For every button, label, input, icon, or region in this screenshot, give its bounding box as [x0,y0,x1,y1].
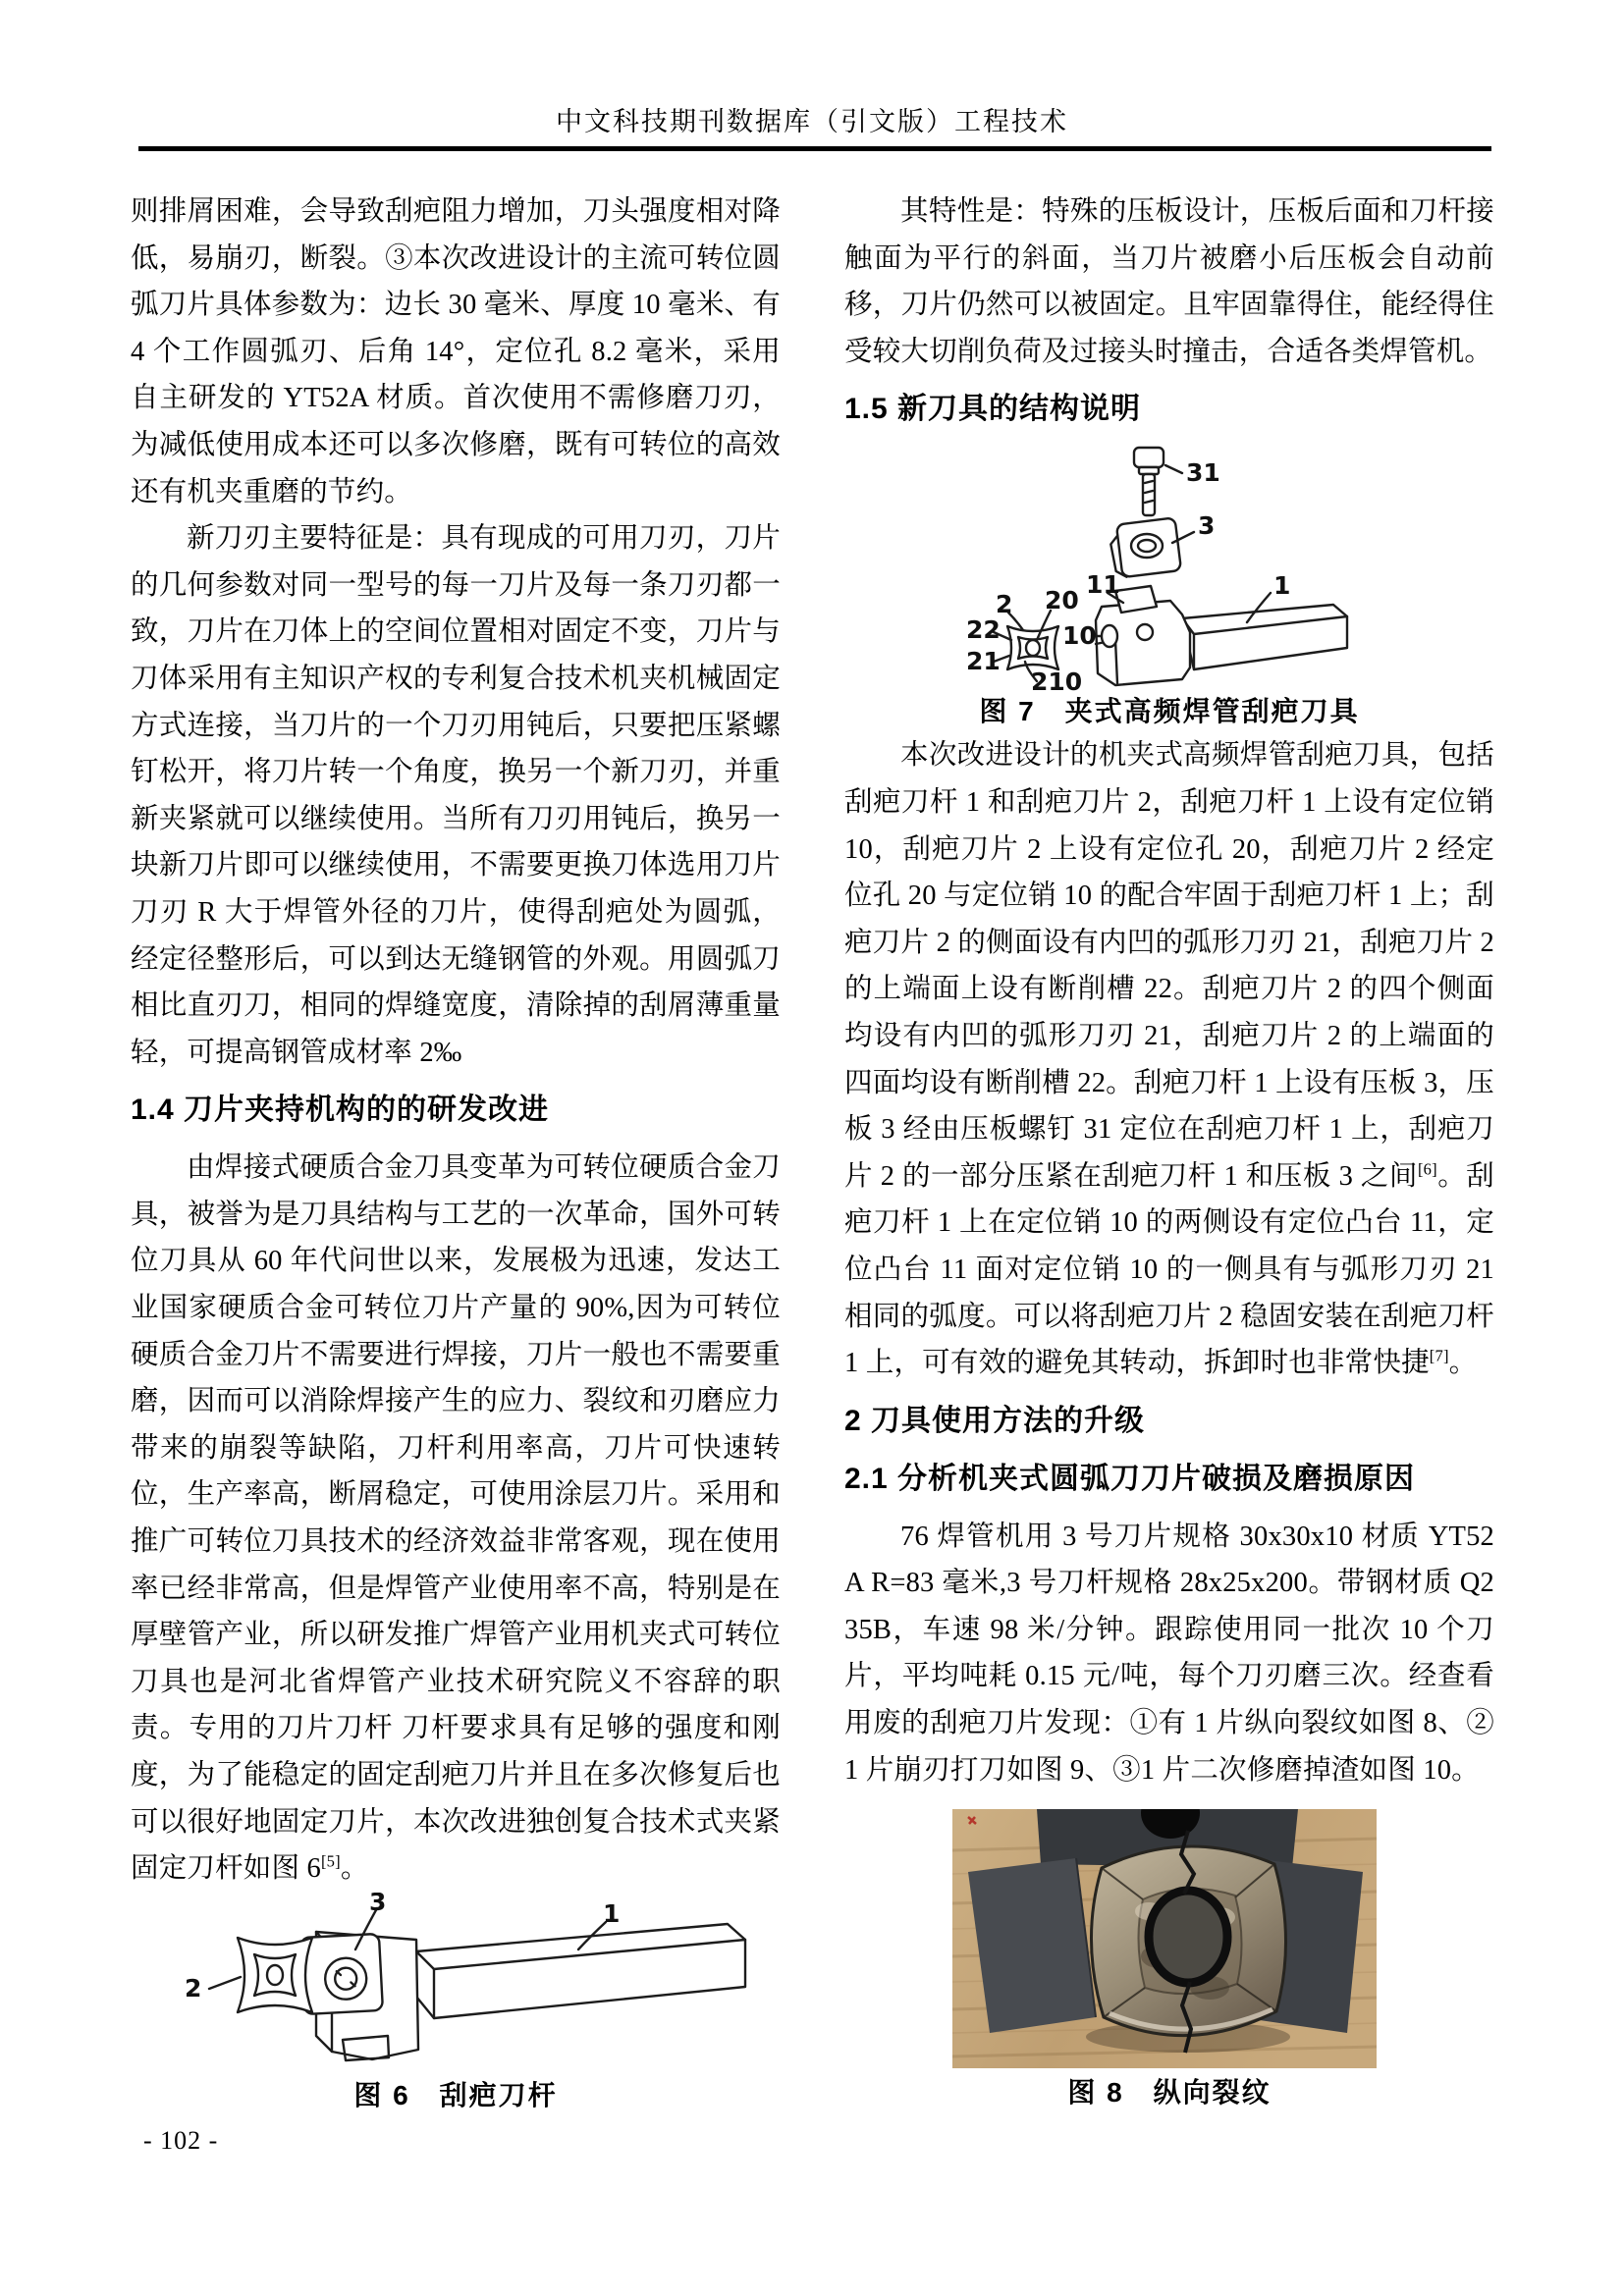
part-label-21: 21 [966,647,1001,676]
clamp-plate-drawing [300,1934,383,2014]
citation-ref-7: [7] [1429,1346,1449,1365]
figure-6-caption: 图 6 刮疤刀杆 [353,2079,558,2110]
part-label-2: 2 [996,590,1013,619]
part-label-1: 1 [1273,571,1291,601]
paragraph-end: 。 [340,1853,369,1885]
paragraph-new-blade-features: 新刀刃主要特征是：具有现成的可用刀刃，刀片的几何参数对同一型号的每一刀片及每一条刀刃都一致，刀片在刀体上的空间位置相对固定不变，刀片与刀体采用有主知识产权的专利复合技术机夹机械固定方式连接，当刀片的一个刀刃用钝后，只要把压紧螺钉松开，将刀片转一个角度，换另一个新刀刃，并重新夹紧就可以继续使用。当所有刀刃用钝后，换另一块新刀片即可以继续使用，不需要更换刀体选用刀片刀刃 R 大于焊管外径的刀片，使得刮疤处为圆弧，经定径整形后，可以到达无缝钢管的外观。用圆弧刀相比直刃刀，相同的焊缝宽度，清除掉的刮屑薄重量轻，可提高钢管成材率 2‰ [131,523,781,1068]
center-hole [1149,1891,1227,1983]
insert-drawing [238,1938,312,2012]
part-label-20: 20 [1045,586,1079,615]
figure-8-caption: 图 8 纵向裂纹 [1067,2077,1272,2109]
paragraph-text: 本次改进设计的机夹式高频焊管刮疤刀具，包括刮疤刀杆 1 和刮疤刀片 2，刮疤刀杆 1 上设有定位销 10，刮疤刀片 2 上设有定位孔 20，刮疤刀片 2 经定位孔 20 与定位销 10 的配合牢固于刮疤刀杆 1 上；刮疤刀片 2 的侧面设有内凹的弧形刀刃 21，刮疤刀片 2 的上端面上设有断削槽 22。刮疤刀片 2 的四个侧面均设有内凹的弧形刀刃 21，刮疤刀片 2 的上端面的四面均设有断削槽 22。刮疤刀杆 1 上设有压板 3，压板 3 经由压板螺钉 31 定位在刮疤刀杆 1 上，刮疤刀片 2 的一部分压紧在刮疤刀杆 1 和压板 3 之间 [844,740,1494,1192]
left-column [131,188,781,2116]
header-rule [138,146,1491,151]
paragraph-characteristics: 其特性是：特殊的压板设计，压板后面和刀杆接触面为平行的斜面，当刀片被磨小后压板会自动前移，刀片仍然可以被固定。且牢固靠得住，能经得住受较大切削负荷及过接头时撞击，合适各类焊管机。 [844,196,1494,367]
leader-2 [209,1977,241,1989]
figure-7 [844,444,1494,732]
heading-2-1: 2.1 分析机夹式圆弧刀刀片破损及磨损原因 [844,1462,1416,1495]
page-number: - 102 - [143,2126,219,2155]
part-label-10: 10 [1062,621,1097,651]
cracked-insert-photo [952,1809,1377,2068]
figure-8 [844,1809,1494,2113]
figure-6 [131,1893,781,2116]
tool-bar-drawing [1096,586,1347,685]
heading-1-4: 1.4 刀片夹持机构的的研发改进 [131,1094,550,1127]
citation-ref-6: [6] [1417,1159,1437,1179]
paragraph-wear-analysis: 76 焊管机用 3 号刀片规格 30x30x10 材质 YT52A R=83 毫米,3 号刀杆规格 28x25x200。带钢材质 Q235B，车速 98 米/分钟。跟踪使用同一批次 10 个刀片，平均吨耗 0.15 元/吨，每个刀刃磨三次。经查看用废的刮疤刀片发现：①有 1 片纵向裂纹如图 8、②1 片崩刃打刀如图 9、③1 片二次修磨掉渣如图 10。 [844,1521,1494,1786]
clamp-plate-drawing [1109,518,1181,579]
heading-1-5: 1.5 新刀具的结构说明 [844,393,1142,426]
journal-header: 中文科技期刊数据库（引文版）工程技术 [556,107,1068,136]
cracked-insert [1086,1831,1290,2053]
insert-drawing [1007,626,1058,669]
part-label-22: 22 [966,615,1001,645]
part-label-3: 3 [1198,511,1216,541]
heading-2: 2 刀具使用方法的升级 [844,1404,1146,1437]
part-label-3: 3 [369,1892,387,1916]
part-label-31: 31 [1186,458,1220,488]
paragraph-text: 由焊接式硬质合金刀具变革为可转位硬质合金刀具，被誉为是刀具结构与工艺的一次革命，国外可转位刀具从 60 年代问世以来，发展极为迅速，发达工业国家硬质合金可转位刀片产量的 90%,因为可转位硬质合金刀片不需要进行焊接，刀片一般也不需要重磨，因而可以消除焊接产生的应力、裂纹和刃磨应力带来的崩裂等缺陷，刀杆利用率高，刀片可快速转位，生产率高，断屑稳定，可使用涂层刀片。采用和推广可转位刀具技术的经济效益非常客观，现在使用率已经非常高，但是焊管产业使用率不高，特别是在厚壁管产业，所以研发推广焊管产业用机夹式可转位刀具也是河北省焊管产业技术研究院义不容辞的职责。专用的刀片刀杆 刀杆要求具有足够的强度和刚度，为了能稳定的固定刮疤刀片并且在多次修复后也可以很好地固定刀片，本次改进独创复合技术式夹紧固定刀杆如图 6 [131,1152,781,1885]
paragraph-clamp-mechanism [131,1145,781,1893]
paragraph-text: 。刮疤刀杆 1 上在定位销 10 的两侧设有定位凸台 11，定位凸台 11 面对定位销 10 的一侧具有与弧形刀刃 21 相同的弧度。可以将刮疤刀片 2 稳固安装在刮疤刀杆 1 上，可有效的避免其转动，拆卸时也非常快捷 [844,1160,1495,1379]
paragraph-structure-description [844,732,1494,1386]
figure-8-photo [952,1809,1377,2068]
part-label-210: 210 [1031,667,1083,692]
screw-drawing [1134,448,1164,515]
part-label-1: 1 [603,1898,621,1928]
paragraph-continuation: 则排屑困难，会导致刮疤阻力增加，刀头强度相对降低，易崩刃，断裂。③本次改进设计的主流可转位圆弧刀片具体参数为：边长 30 毫米、厚度 10 毫米、有 4 个工作圆弧刃、后角 14°，定位孔 8.2 毫米，采用自主研发的 YT52A 材质。首次使用不需修磨刀刃，为减低使用成本还可以多次修磨，既有可转位的高效还有机夹重磨的节约。 [131,196,781,507]
part-label-2: 2 [185,1973,202,2002]
right-column [844,188,1494,2113]
paragraph-end: 。 [1448,1348,1478,1379]
figure-6-drawing [131,1893,781,2075]
tool-bar-drawing [416,1924,745,2018]
figure-7-caption: 图 7 夹式高频焊管刮疤刀具 [979,696,1360,727]
citation-ref-5: [5] [320,1851,341,1871]
leader-31 [1165,465,1182,473]
figure-7-drawing [844,444,1494,691]
part-label-11: 11 [1086,570,1120,600]
